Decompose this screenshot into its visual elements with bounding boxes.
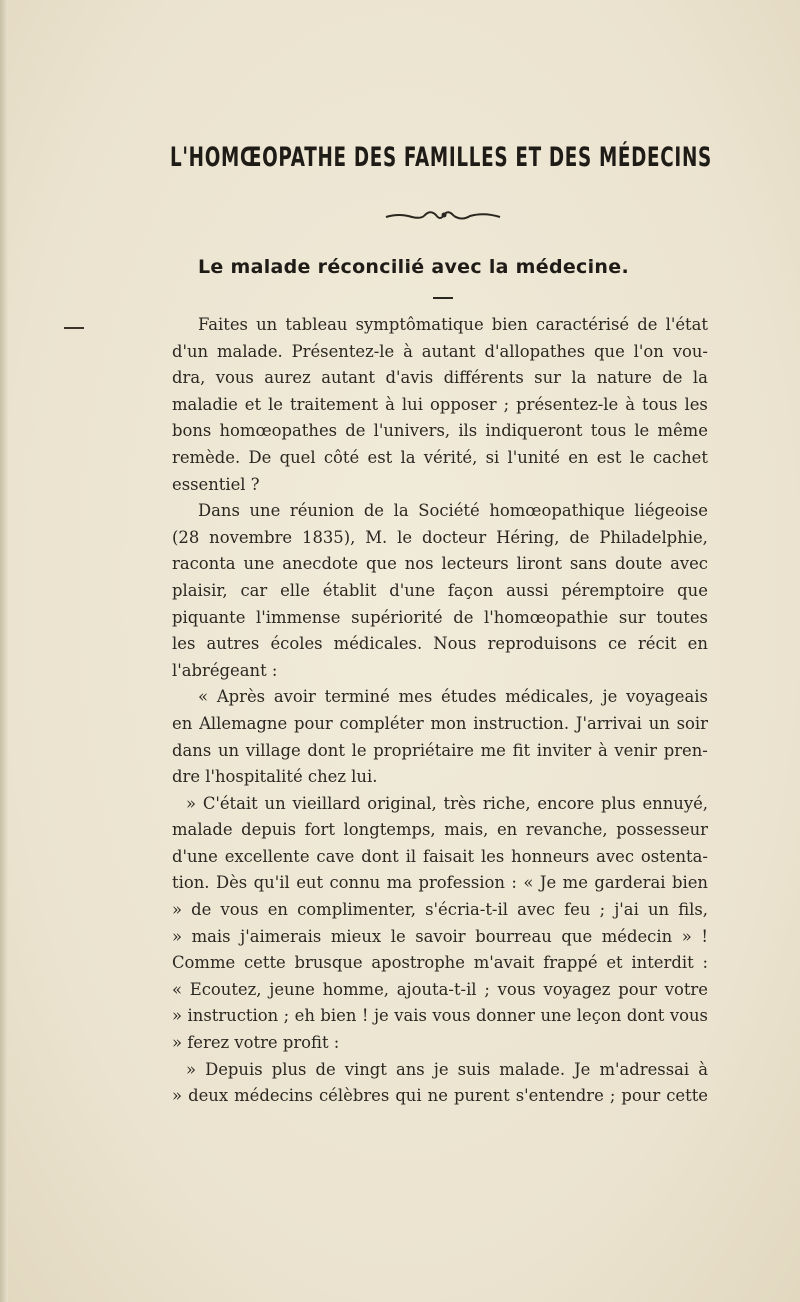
- text-line: » instruction ; eh bien ! je vais vous donner une leçon dont vous: [172, 1006, 708, 1026]
- text-line: » deux médecins célèbres qui ne purent s'entendre ; pour cette: [172, 1086, 708, 1106]
- text-line: dans un village dont le propriétaire me fit inviter à venir pren-: [172, 740, 708, 760]
- article-title: Le malade réconcilié avec la médecine.: [198, 256, 629, 278]
- text-line: » Depuis plus de vingt ans je suis malade. Je m'adressai à: [186, 1059, 708, 1079]
- text-line: bons homœopathes de l'univers, ils indiqueront tous le même: [172, 421, 708, 441]
- text-line: » C'était un vieillard original, très riche, encore plus ennuyé,: [186, 793, 708, 813]
- text-line: essentiel ?: [172, 474, 260, 494]
- text-line: maladie et le traitement à lui opposer ; présentez-le à tous les: [172, 394, 708, 414]
- margin-mark: [64, 327, 84, 329]
- text-line: plaisir, car elle établit d'une façon aussi péremptoire que: [172, 580, 708, 600]
- text-line: malade depuis fort longtemps, mais, en revanche, possesseur: [172, 820, 708, 840]
- text-line: tion. Dès qu'il eut connu ma profession : « Je me garderai bien: [172, 873, 708, 893]
- page-gutter: [0, 0, 8, 1302]
- text-line: d'un malade. Présentez-le à autant d'allopathes que l'on vou-: [172, 341, 708, 361]
- text-line: raconta une anecdote que nos lecteurs liront sans doute avec: [172, 554, 708, 574]
- text-line: Faites un tableau symptômatique bien caractérisé de l'état: [198, 315, 708, 334]
- text-line: l'abrégeant :: [172, 660, 278, 680]
- text-line: remède. De quel côté est la vérité, si l'unité en est le cachet: [172, 447, 708, 467]
- text-line: » ferez votre profit :: [172, 1033, 340, 1053]
- text-line: (28 novembre 1835), M. le docteur Héring, de Philadelphie,: [172, 527, 708, 547]
- text-line: les autres écoles médicales. Nous reproduisons ce récit en: [172, 634, 708, 654]
- text-line: d'une excellente cave dont il faisait les honneurs avec ostenta-: [172, 846, 708, 866]
- text-line: « Après avoir terminé mes études médicales, je voyageais: [198, 687, 708, 707]
- body-text: [172, 312, 708, 1110]
- text-line: piquante l'immense supériorité de l'homœopathie sur toutes: [172, 607, 708, 627]
- text-line: Comme cette brusque apostrophe m'avait frappé et interdit :: [172, 953, 708, 973]
- ornament-divider: [384, 207, 502, 225]
- title-rule: [433, 297, 453, 299]
- running-header: L'HOMŒOPATHE DES FAMILLES ET DES MÉDECINS: [170, 142, 712, 173]
- text-line: Dans une réunion de la Société homœopathique liégeoise: [198, 501, 708, 521]
- text-line: dra, vous aurez autant d'avis différents sur la nature de la: [172, 368, 708, 388]
- text-line: » mais j'aimerais mieux le savoir bourreau que médecin » !: [172, 926, 708, 946]
- text-line: « Ecoutez, jeune homme, ajouta-t-il ; vous voyagez pour votre: [172, 979, 708, 999]
- text-line: en Allemagne pour compléter mon instruction. J'arrivai un soir: [172, 713, 708, 733]
- text-line: dre l'hospitalité chez lui.: [172, 767, 378, 787]
- text-line: » de vous en complimenter, s'écria-t-il avec feu ; j'ai un fils,: [172, 900, 708, 920]
